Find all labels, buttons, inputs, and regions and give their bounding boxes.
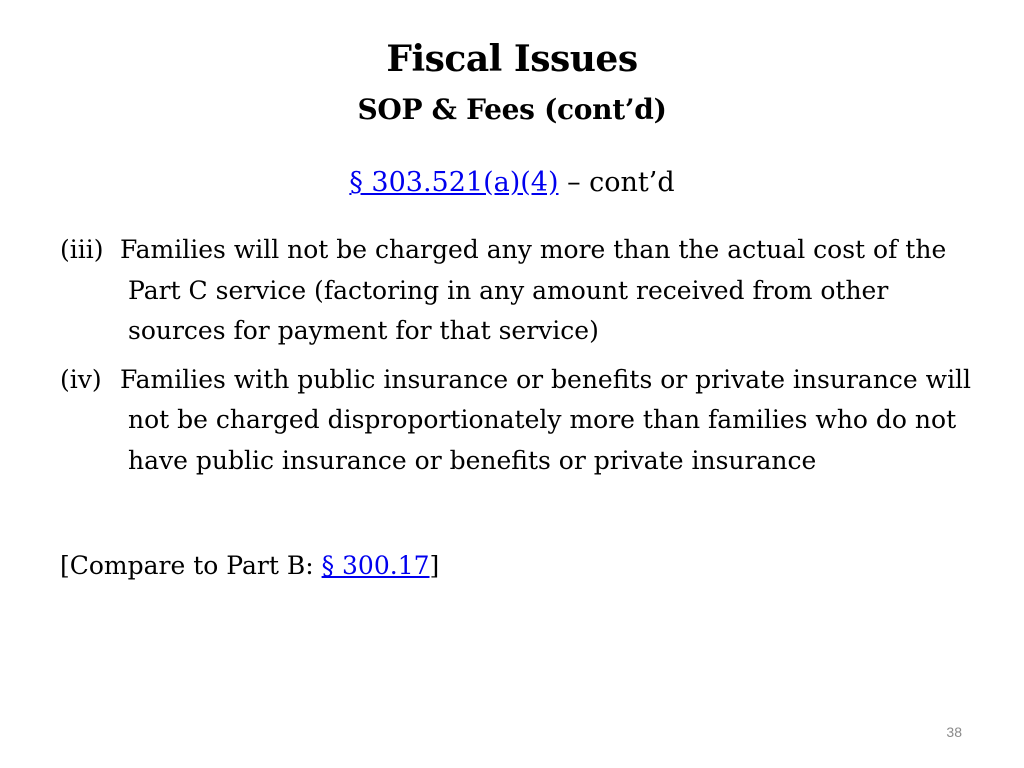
citation-suffix: – cont’d [558,167,675,198]
slide-title: Fiscal Issues [386,38,638,80]
slide-subtitle: SOP & Fees (cont’d) [357,93,667,126]
compare-prefix: [Compare to Part B: [60,551,322,580]
item-text: Families will not be charged any more than the actual cost of the Part C service (factoring in any amount received from other sources for payment for that service) [120,235,947,345]
list-item [60,360,980,482]
citation-link[interactable]: § 303.521(a)(4) [349,167,559,198]
compare-note [60,546,439,586]
citation-line [0,163,1024,203]
item-marker: (iv) [60,364,102,394]
compare-suffix: ] [429,551,440,580]
list-item [60,230,980,352]
part-b-link[interactable]: § 300.17 [321,551,430,580]
provision-list [60,230,980,489]
item-text: Families with public insurance or benefits or private insurance will not be charged disproportionately more than families who do not have public insurance or benefits or private insurance [120,364,972,475]
page-number: 38 [946,724,962,740]
item-marker: (iii) [60,235,104,264]
